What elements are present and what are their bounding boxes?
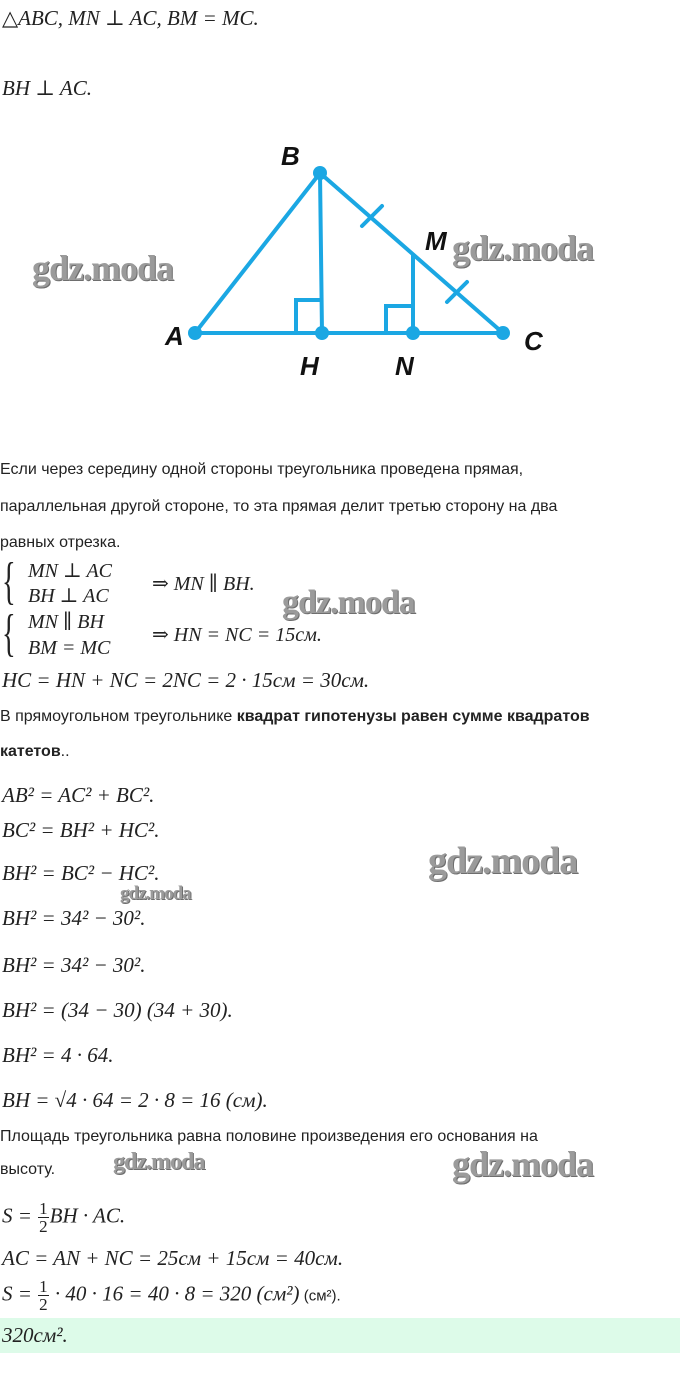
label-b: B [281,141,300,171]
ac-equation: AC = AN + NC = 25см + 15см = 40см. [2,1246,344,1270]
step: AB² = AC² + BC². [2,783,155,807]
system-brace: { [2,553,16,610]
point-a [188,326,202,340]
step: BH² = (34 − 30) (34 + 30). [2,998,233,1022]
watermark: gdz.moda [32,248,174,288]
step: BH = √4 · 64 = 2 · 8 = 16 (см). [2,1088,268,1112]
point-c [496,326,510,340]
fraction-half: $\frac{1}{2}$ [39,1277,48,1314]
watermark: gdz.moda [282,584,415,621]
point-h [315,326,329,340]
watermark: gdz.moda [428,840,578,882]
area-rule: высоту. [0,1161,56,1178]
triangle-diagram [0,0,680,390]
pythagoras-text: катетов.. [0,743,70,760]
watermark: gdz.moda [452,1144,594,1184]
area-formula: S = $\frac{1}{2}$ BH · AC. [2,1199,126,1236]
watermark: gdz.moda [113,1149,205,1175]
area-rule: Площадь треугольника равна половине произведения его основания на [0,1128,538,1145]
point-n [406,326,420,340]
step: BH² = 34² − 30². [2,906,146,930]
step: BC² = BH² + HC². [2,818,160,842]
label-m: M [425,226,447,256]
system1-result: ⇒ MN ∥ BH. [152,573,255,595]
system2-eq: MN ∥ BH [28,611,104,633]
label-n: N [395,351,414,381]
point-b [313,166,327,180]
theorem-line: равных отрезка. [0,534,121,551]
pythagoras-text: В прямоугольном треугольнике квадрат гипотенузы равен сумме квадратов [0,708,590,725]
label-h: H [300,351,319,381]
system1-eq: BH ⊥ AC [28,585,109,607]
label-a: A [165,321,184,351]
hc-equation: HC = HN + NC = 2NC = 2 · 15см = 30см. [2,668,370,692]
side-ab [195,173,320,333]
fraction-half: $\frac{1}{2}$ [39,1199,48,1236]
system1-eq: MN ⊥ AC [28,560,113,582]
system-brace: { [2,605,16,662]
theorem-line: Если через середину одной стороны треугольника проведена прямая, [0,461,524,478]
altitude-bh [320,173,322,333]
label-c: C [524,326,543,356]
step: BH² = BC² − HC². [2,861,160,885]
step: BH² = 4 · 64. [2,1043,114,1067]
system2-eq: BM = MC [28,637,111,659]
watermark: gdz.moda [120,883,191,904]
system2-result: ⇒ HN = NC = 15см. [152,624,322,646]
answer-box [0,1318,680,1353]
answer: 320см². [2,1323,68,1347]
given-statement: △ABC, MN ⊥ AC, BM = MC. [2,6,259,30]
area-calculation: S = $\frac{1}{2}$ · 40 · 16 = 40 · 8 = 320 (см²) (см²). [2,1277,341,1314]
watermark: gdz.moda [452,228,594,268]
construction-statement: BH ⊥ AC. [2,76,92,100]
theorem-line: параллельная другой стороне, то эта прямая делит третью сторону на два [0,498,558,515]
step: BH² = 34² − 30². [2,953,146,977]
